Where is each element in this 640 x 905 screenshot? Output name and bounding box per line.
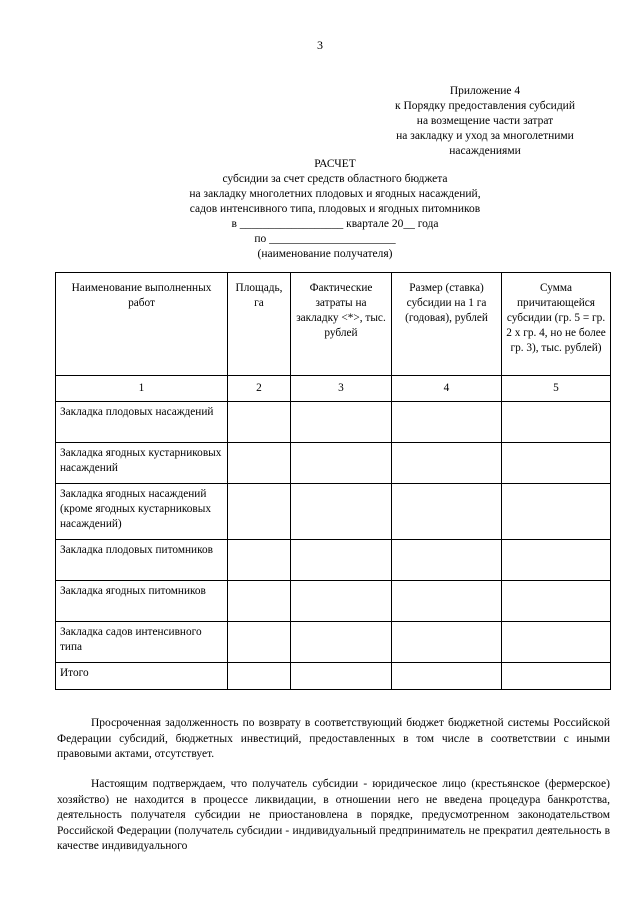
table-cell — [291, 443, 392, 484]
table-row — [56, 402, 611, 443]
table-row — [56, 540, 611, 581]
column-number: 2 — [228, 376, 291, 402]
row-label: Закладка ягодных кустарниковых насаждений — [56, 443, 228, 484]
title-line: садов интенсивного типа, плодовых и ягодных питомников — [189, 203, 481, 215]
column-number: 5 — [502, 376, 611, 402]
column-header: Сумма причитающейся субсидии (гр. 5 = гр. 2 x гр. 4, но не более гр. 3), тыс. рублей) — [502, 273, 611, 376]
table-cell — [502, 402, 611, 443]
column-header: Размер (ставка) субсидии на 1 га (годовая), рублей — [392, 273, 502, 376]
table-cell — [291, 581, 392, 622]
title-period-line: в __________________ квартале 20__ года — [231, 218, 439, 230]
appendix-line: на закладку и уход за многолетними — [396, 130, 574, 142]
title-heading: РАСЧЕТ — [314, 158, 356, 170]
appendix-note — [370, 84, 600, 159]
column-number: 3 — [291, 376, 392, 402]
table-header-row — [56, 273, 611, 376]
table-cell — [291, 484, 392, 540]
confirmation-paragraph: Настоящим подтверждаем, что получатель субсидии - юридическое лицо (крестьянское (фермерское) хозяйство) не находится в процессе ликвидации, в отношении него не введена процедура банкротства, деятельность получателя субсидии не приостановлена в порядке, предусмотренном законодательством Российской Федерации (получатель субсидии - индивидуальный предприниматель не прекратил деятельность в качестве индивидуального — [57, 778, 610, 852]
table-cell — [392, 581, 502, 622]
row-label: Закладка ягодных питомников — [56, 581, 228, 622]
table-cell — [291, 402, 392, 443]
table-cell — [392, 443, 502, 484]
table-cell — [228, 402, 291, 443]
row-label: Закладка плодовых насаждений — [56, 402, 228, 443]
table-cell — [228, 622, 291, 663]
column-header: Наименование выполненных работ — [56, 273, 228, 376]
debt-statement-paragraph: Просроченная задолженность по возврату в соответствующий бюджет бюджетной системы Российской Федерации субсидий, бюджетных инвестиций, предоставленных в том числе в соответствии с иными правовыми актами, отсутствует. — [57, 717, 610, 760]
table-cell — [228, 443, 291, 484]
total-row — [56, 663, 611, 690]
title-recipient-caption: (наименование получателя) — [257, 248, 393, 260]
row-label: Закладка ягодных насаждений (кроме ягодных кустарниковых насаждений) — [56, 484, 228, 540]
page-number: 3 — [317, 38, 323, 52]
row-label: Итого — [56, 663, 228, 690]
table-cell — [228, 663, 291, 690]
table-cell — [392, 663, 502, 690]
title-recipient-line: по ______________________ — [254, 233, 396, 245]
table-cell — [392, 540, 502, 581]
column-header: Фактические затраты на закладку <*>, тыс. рублей — [291, 273, 392, 376]
appendix-line: насаждениями — [449, 145, 521, 157]
table-row — [56, 484, 611, 540]
calculation-table — [55, 272, 611, 690]
table-cell — [291, 540, 392, 581]
table-row — [56, 581, 611, 622]
column-number-row — [56, 376, 611, 402]
appendix-line: Приложение 4 — [449, 85, 521, 97]
table-cell — [392, 402, 502, 443]
table-cell — [392, 484, 502, 540]
title-line: на закладку многолетних плодовых и ягодных насаждений, — [189, 188, 481, 200]
column-number: 4 — [392, 376, 502, 402]
table-cell — [502, 622, 611, 663]
document-title — [140, 157, 530, 262]
table-cell — [502, 581, 611, 622]
table-cell — [502, 540, 611, 581]
table-row — [56, 622, 611, 663]
table-cell — [228, 484, 291, 540]
table-cell — [502, 443, 611, 484]
column-number: 1 — [56, 376, 228, 402]
table-cell — [228, 540, 291, 581]
table-cell — [228, 581, 291, 622]
table-cell — [502, 484, 611, 540]
appendix-line: к Порядку предоставления субсидий — [395, 100, 575, 112]
title-line: субсидии за счет средств областного бюджета — [222, 173, 448, 185]
table-cell — [502, 663, 611, 690]
appendix-line: на возмещение части затрат — [416, 115, 554, 127]
row-label: Закладка садов интенсивного типа — [56, 622, 228, 663]
table-cell — [291, 622, 392, 663]
table-cell — [392, 622, 502, 663]
table-cell — [291, 663, 392, 690]
column-header: Площадь, га — [228, 273, 291, 376]
row-label: Закладка плодовых питомников — [56, 540, 228, 581]
table-row — [56, 443, 611, 484]
